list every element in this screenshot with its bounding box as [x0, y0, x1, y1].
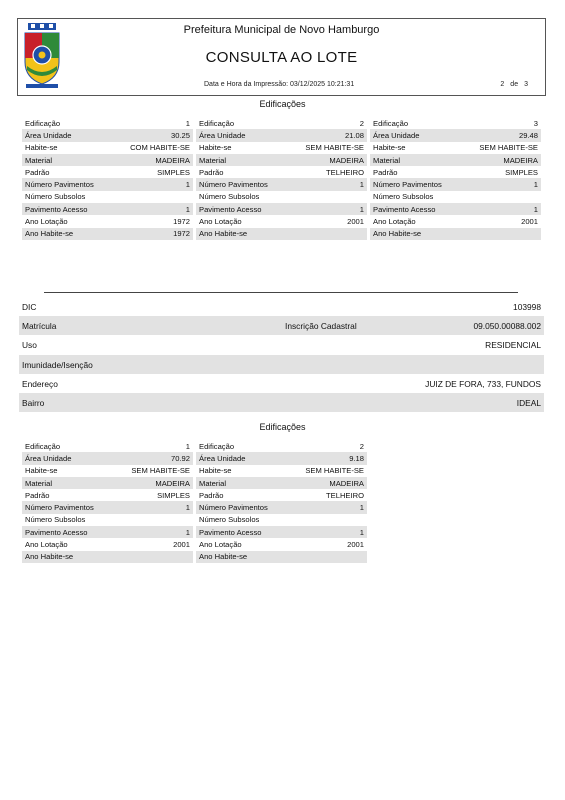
- building-field-row: [196, 117, 367, 129]
- field-label: Ano Lotação: [373, 217, 416, 227]
- field-label: Número Pavimentos: [25, 180, 94, 190]
- field-value: TELHEIRO: [326, 167, 364, 177]
- building-field-row: [196, 142, 367, 154]
- section-divider: [44, 292, 518, 293]
- building-column: [196, 117, 367, 240]
- bairro-label: Bairro: [22, 397, 45, 408]
- field-value: COM HABITE-SE: [130, 143, 190, 153]
- field-value: 1: [185, 503, 190, 513]
- info-row-bairro: [19, 393, 544, 412]
- field-label: Pavimento Acesso: [199, 527, 262, 537]
- field-label: Pavimento Acesso: [199, 204, 262, 214]
- building-column: [370, 117, 541, 240]
- field-label: Ano Habite-se: [25, 552, 74, 562]
- field-label: Número Subsolos: [199, 515, 260, 525]
- field-label: Ano Lotação: [25, 217, 68, 227]
- field-value: 70.92: [170, 453, 190, 463]
- building-field-row: [196, 440, 367, 452]
- print-timestamp: Data e Hora da Impressão: 03/12/2025 10:21:31: [204, 81, 355, 88]
- field-value: 1: [185, 441, 190, 451]
- field-value: 1972: [173, 217, 190, 227]
- endereco-value: JUIZ DE FORA, 733, FUNDOS: [425, 378, 541, 389]
- field-value: MADEIRA: [329, 155, 364, 165]
- building-field-row: [196, 203, 367, 215]
- field-label: Material: [199, 478, 227, 488]
- field-value: 1: [185, 204, 190, 214]
- building-field-row: [196, 191, 367, 203]
- building-field-row: [370, 215, 541, 227]
- building-field-row: [22, 514, 193, 526]
- building-field-row: [22, 129, 193, 141]
- organization-name: Prefeitura Municipal de Novo Hamburgo: [183, 24, 380, 36]
- info-row-uso: [19, 335, 544, 354]
- field-label: Área Unidade: [25, 130, 72, 140]
- field-value: SEM HABITE-SE: [131, 466, 190, 476]
- building-field-row: [196, 551, 367, 563]
- bairro-value: IDEAL: [516, 397, 541, 408]
- building-field-row: [196, 514, 367, 526]
- field-value: 1: [185, 180, 190, 190]
- field-label: Pavimento Acesso: [25, 527, 88, 537]
- building-field-row: [22, 154, 193, 166]
- building-field-row: [370, 191, 541, 203]
- field-value: SEM HABITE-SE: [479, 143, 538, 153]
- building-field-row: [22, 452, 193, 464]
- building-field-row: [22, 203, 193, 215]
- field-value: 30.25: [170, 130, 190, 140]
- field-label: Padrão: [199, 167, 224, 177]
- field-label: Padrão: [199, 490, 224, 500]
- building-column: [196, 440, 367, 563]
- building-field-row: [22, 178, 193, 190]
- field-value: 2: [359, 441, 364, 451]
- document-title: CONSULTA AO LOTE: [205, 49, 358, 66]
- field-value: 9.18: [349, 453, 364, 463]
- buildings-grid: [22, 117, 541, 240]
- building-field-row: [196, 452, 367, 464]
- field-label: Área Unidade: [199, 130, 246, 140]
- info-row-dic: [19, 297, 544, 316]
- field-label: Número Pavimentos: [373, 180, 442, 190]
- field-label: Material: [25, 478, 53, 488]
- building-field-row: [22, 166, 193, 178]
- building-field-row: [370, 129, 541, 141]
- field-label: Número Subsolos: [199, 192, 260, 202]
- building-field-row: [370, 154, 541, 166]
- building-field-row: [22, 538, 193, 550]
- building-field-row: [22, 477, 193, 489]
- field-value: MADEIRA: [503, 155, 538, 165]
- section-title-edificacoes: Edificações: [259, 99, 306, 109]
- field-label: Material: [25, 155, 53, 165]
- field-label: Material: [373, 155, 401, 165]
- page-total: 3: [524, 81, 528, 88]
- building-field-row: [196, 178, 367, 190]
- info-row-imunidade: [19, 355, 544, 374]
- field-label: Pavimento Acesso: [373, 204, 436, 214]
- uso-value: RESIDENCIAL: [485, 340, 541, 351]
- field-value: 1: [359, 503, 364, 513]
- field-value: 1: [533, 180, 538, 190]
- building-field-row: [22, 142, 193, 154]
- field-label: Habite-se: [373, 143, 406, 153]
- field-label: Ano Lotação: [25, 540, 68, 550]
- lot-info-table: [19, 297, 544, 412]
- field-label: Edificação: [373, 118, 409, 128]
- building-field-row: [196, 154, 367, 166]
- field-value: SEM HABITE-SE: [305, 466, 364, 476]
- building-field-row: [22, 551, 193, 563]
- building-field-row: [22, 489, 193, 501]
- field-label: Número Pavimentos: [25, 503, 94, 513]
- field-value: 1: [359, 180, 364, 190]
- info-row-endereco: [19, 374, 544, 393]
- field-label: Padrão: [373, 167, 398, 177]
- building-field-row: [196, 228, 367, 240]
- field-label: Edificação: [25, 118, 61, 128]
- field-label: Ano Habite-se: [199, 229, 248, 239]
- field-label: Habite-se: [25, 143, 58, 153]
- building-field-row: [196, 489, 367, 501]
- building-field-row: [22, 440, 193, 452]
- field-value: 1: [359, 527, 364, 537]
- field-value: 2001: [347, 217, 364, 227]
- field-value: 2001: [347, 540, 364, 550]
- field-value: 1: [533, 204, 538, 214]
- field-value: 2: [359, 118, 364, 128]
- endereco-label: Endereço: [22, 378, 58, 389]
- building-field-row: [22, 465, 193, 477]
- field-value: SIMPLES: [157, 167, 190, 177]
- building-field-row: [22, 117, 193, 129]
- field-value: SIMPLES: [505, 167, 538, 177]
- field-label: Pavimento Acesso: [25, 204, 88, 214]
- building-field-row: [196, 166, 367, 178]
- building-column: [22, 440, 193, 563]
- building-column: [22, 117, 193, 240]
- field-value: 2001: [521, 217, 538, 227]
- building-field-row: [22, 191, 193, 203]
- dic-value: 103998: [513, 302, 541, 312]
- building-field-row: [22, 228, 193, 240]
- building-field-row: [196, 215, 367, 227]
- field-label: Número Subsolos: [25, 515, 86, 525]
- field-label: Ano Lotação: [199, 540, 242, 550]
- field-label: Material: [199, 155, 227, 165]
- field-label: Edificação: [199, 441, 235, 451]
- matricula-label: Matrícula: [22, 321, 57, 332]
- buildings-grid-2: [22, 440, 367, 563]
- field-label: Número Subsolos: [25, 192, 86, 202]
- imunidade-label: Imunidade/Isenção: [22, 359, 93, 370]
- page-of: de: [510, 81, 519, 88]
- section-title-edificacoes-2: Edificações: [259, 422, 306, 432]
- inscricao-value: 09.050.00088.002: [473, 321, 541, 332]
- building-field-row: [370, 142, 541, 154]
- building-field-row: [370, 228, 541, 240]
- field-value: TELHEIRO: [326, 490, 364, 500]
- field-label: Habite-se: [25, 466, 58, 476]
- field-label: Ano Habite-se: [373, 229, 422, 239]
- field-label: Área Unidade: [373, 130, 420, 140]
- field-label: Número Pavimentos: [199, 180, 268, 190]
- field-value: 21.08: [344, 130, 364, 140]
- field-label: Padrão: [25, 490, 50, 500]
- building-field-row: [22, 501, 193, 513]
- field-value: MADEIRA: [155, 155, 190, 165]
- field-label: Área Unidade: [199, 453, 246, 463]
- field-value: 1: [359, 204, 364, 214]
- building-field-row: [196, 477, 367, 489]
- field-label: Habite-se: [199, 143, 232, 153]
- building-field-row: [196, 526, 367, 538]
- field-value: 1972: [173, 229, 190, 239]
- page-current: 2: [500, 81, 505, 88]
- field-label: Edificação: [25, 441, 61, 451]
- building-field-row: [196, 129, 367, 141]
- field-label: Número Subsolos: [373, 192, 434, 202]
- building-field-row: [370, 117, 541, 129]
- building-field-row: [22, 526, 193, 538]
- page-indicator: [497, 81, 531, 88]
- building-field-row: [370, 178, 541, 190]
- field-label: Padrão: [25, 167, 50, 177]
- building-field-row: [196, 465, 367, 477]
- field-value: 3: [533, 118, 538, 128]
- report-header: [17, 18, 546, 96]
- info-row-matricula: [19, 316, 544, 335]
- field-label: Ano Habite-se: [199, 552, 248, 562]
- field-value: MADEIRA: [155, 478, 190, 488]
- field-label: Ano Lotação: [199, 217, 242, 227]
- field-value: SEM HABITE-SE: [305, 143, 364, 153]
- uso-label: Uso: [22, 340, 37, 351]
- field-value: MADEIRA: [329, 478, 364, 488]
- field-value: 29.48: [518, 130, 538, 140]
- field-value: 1: [185, 118, 190, 128]
- building-field-row: [196, 501, 367, 513]
- field-value: 2001: [173, 540, 190, 550]
- field-value: 1: [185, 527, 190, 537]
- field-value: SIMPLES: [157, 490, 190, 500]
- building-field-row: [370, 166, 541, 178]
- building-field-row: [370, 203, 541, 215]
- inscricao-label: Inscrição Cadastral: [285, 321, 357, 332]
- dic-label: DIC: [22, 302, 37, 312]
- field-label: Edificação: [199, 118, 235, 128]
- building-field-row: [22, 215, 193, 227]
- field-label: Ano Habite-se: [25, 229, 74, 239]
- field-label: Habite-se: [199, 466, 232, 476]
- field-label: Número Pavimentos: [199, 503, 268, 513]
- field-label: Área Unidade: [25, 453, 72, 463]
- building-field-row: [196, 538, 367, 550]
